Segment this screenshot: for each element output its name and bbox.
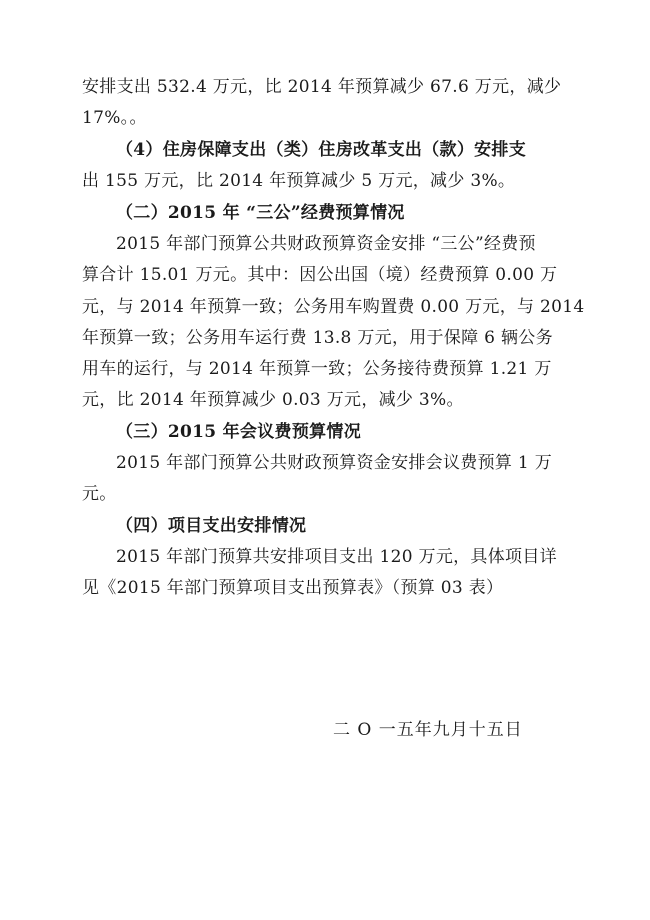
body-line-16: 2015 年部门预算共安排项目支出 120 万元，具体项目详 bbox=[116, 547, 557, 567]
section-heading-meeting: （三）2015 年会议费预算情况 bbox=[116, 422, 362, 442]
section-heading-projects: （四）项目支出安排情况 bbox=[116, 516, 307, 536]
document-date: 二 O 一五年九月十五日 bbox=[333, 720, 523, 740]
body-line-7: 算合计 15.01 万元。其中：因公出国（境）经费预算 0.00 万 bbox=[82, 265, 558, 285]
body-line-11: 元，比 2014 年预算减少 0.03 万元，减少 3%。 bbox=[82, 390, 464, 410]
body-line-10: 用车的运行，与 2014 年预算一致；公务接待费预算 1.21 万 bbox=[82, 359, 552, 379]
body-line-4: 出 155 万元，比 2014 年预算减少 5 万元，减少 3%。 bbox=[82, 171, 516, 191]
body-line-1: 安排支出 532.4 万元，比 2014 年预算减少 67.6 万元，减少 bbox=[82, 77, 562, 97]
body-line-14: 元。 bbox=[82, 484, 117, 504]
body-line-17: 见《2015 年部门预算项目支出预算表》（预算 03 表） bbox=[82, 578, 504, 598]
section-heading-housing: （4）住房保障支出（类）住房改革支出（款）安排支 bbox=[116, 140, 527, 160]
body-line-2: 17%。。 bbox=[82, 108, 147, 128]
body-line-6: 2015 年部门预算公共财政预算资金安排 “三公”经费预 bbox=[116, 234, 536, 254]
body-line-8: 元，与 2014 年预算一致；公务用车购置费 0.00 万元，与 2014 bbox=[82, 297, 585, 317]
body-line-13: 2015 年部门预算公共财政预算资金安排会议费预算 1 万 bbox=[116, 453, 552, 473]
body-line-9: 年预算一致；公务用车运行费 13.8 万元，用于保障 6 辆公务 bbox=[82, 328, 553, 348]
section-heading-three-public: （二）2015 年 “三公”经费预算情况 bbox=[116, 203, 405, 223]
